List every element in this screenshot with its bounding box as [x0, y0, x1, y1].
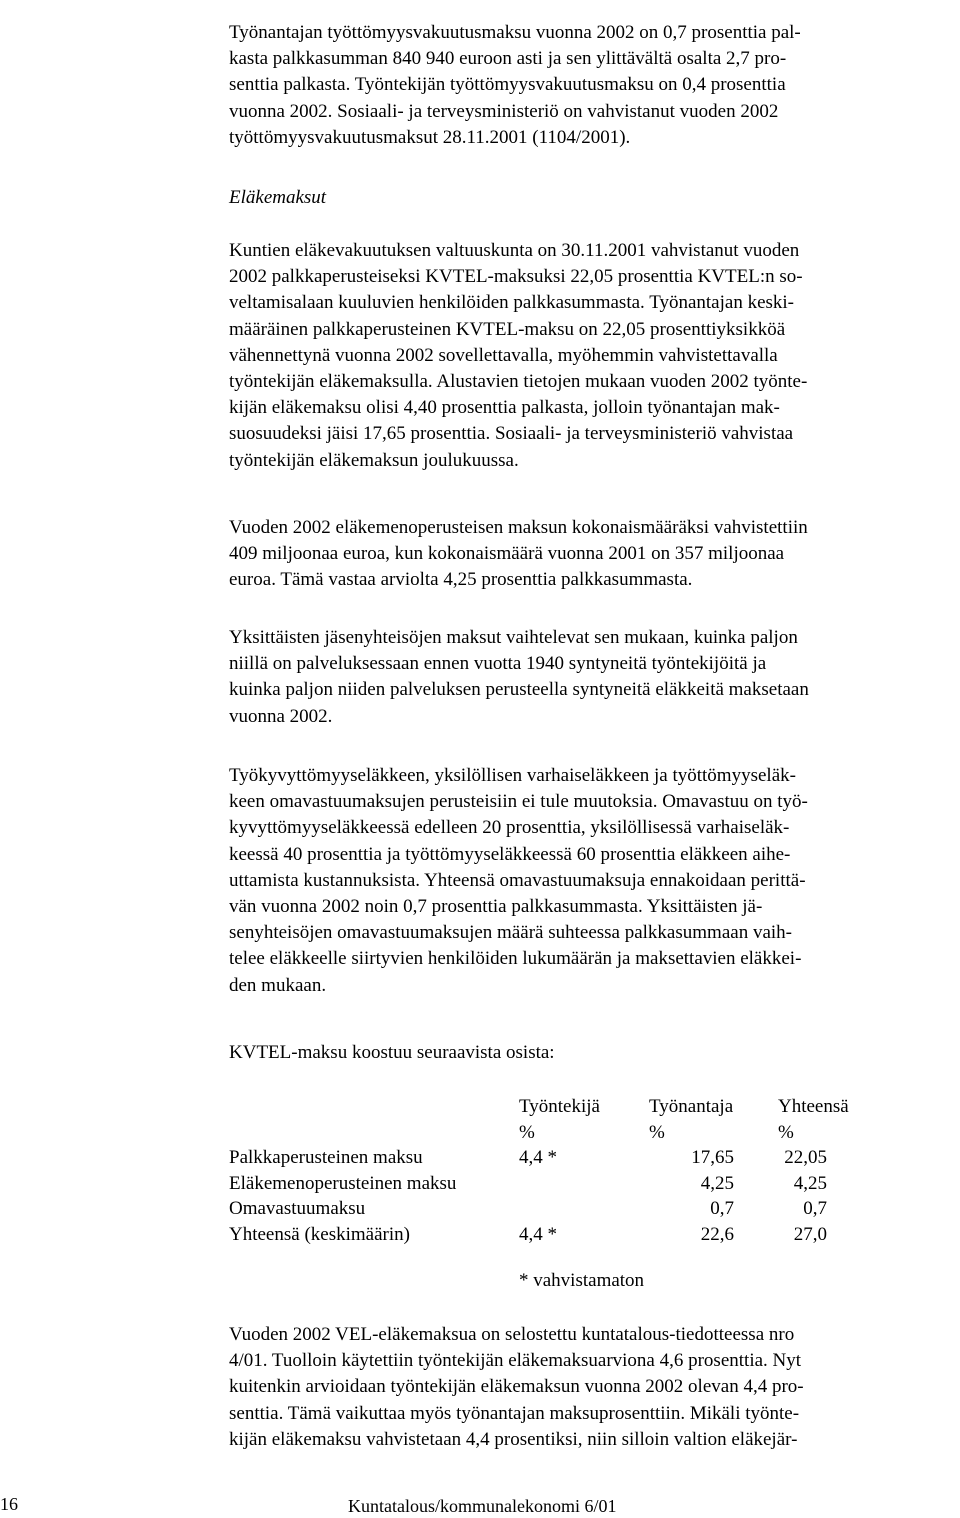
row-label: Eläkemenoperusteinen maksu: [229, 1172, 457, 1194]
text-line: Työkyvyttömyyseläkkeen, yksilöllisen varhaiseläkkeen ja työttömyyseläk-: [229, 765, 796, 786]
page-number: 16: [0, 1494, 18, 1514]
section-heading: Eläkemaksut: [229, 187, 327, 208]
cell-total: 0,7: [803, 1198, 827, 1219]
text-line: vän vuonna 2002 noin 0,7 prosenttia palkkasummasta. Yksittäisten jä-: [229, 896, 763, 918]
text-line: Vuoden 2002 eläkemenoperusteisen maksun kokonaismääräksi vahvistettiin: [229, 517, 808, 538]
paragraph-vel-fee: [229, 1322, 947, 1453]
text-line: 2002 palkkaperusteiseksi KVTEL-maksuksi 22,05 prosenttia KVTEL:n so-: [229, 266, 803, 288]
column-header-total: Yhteensä: [778, 1096, 849, 1117]
table-row: [229, 1145, 929, 1171]
text-line: Yksittäisten jäsenyhteisöjen maksut vaihtelevat sen mukaan, kuinka paljon: [229, 627, 798, 648]
table-header-row: [229, 1094, 929, 1120]
text-line: Työnantajan työttömyysvakuutusmaksu vuonna 2002 on 0,7 prosenttia pal-: [229, 22, 801, 43]
text-line: kijän eläkemaksu olisi 4,40 prosenttia palkasta, jolloin työnantajan mak-: [229, 397, 780, 419]
table-row: [229, 1196, 929, 1222]
cell-total: 22,05: [784, 1147, 827, 1168]
text-line: Vuoden 2002 VEL-eläkemaksua on selostettu kuntatalous-tiedotteessa nro: [229, 1324, 795, 1345]
row-label: Yhteensä (keskimäärin): [229, 1223, 410, 1245]
text-line: kuinka paljon niiden palveluksen perusteella syntyneitä eläkkeitä maksetaan: [229, 679, 809, 701]
text-line: vuonna 2002. Sosiaali- ja terveysministeriö on vahvistanut vuoden 2002: [229, 100, 779, 122]
paragraph-unemployment-insurance: [229, 20, 947, 151]
row-label: Omavastuumaksu: [229, 1198, 366, 1219]
text-line: senttia palkasta. Työntekijän työttömyysvakuutusmaksu on 0,4 prosenttia: [229, 74, 786, 96]
text-line: määräinen palkkaperusteinen KVTEL-maksu on 22,05 prosenttiyksikköä: [229, 318, 786, 340]
text-line: niillä on palveluksessaan ennen vuotta 1940 syntyneitä työntekijöitä ja: [229, 653, 767, 675]
table-unit-row: [229, 1120, 929, 1146]
paragraph-member-fees: [229, 625, 947, 730]
table-footnote: * vahvistamaton: [519, 1270, 645, 1291]
text-line: työntekijän eläkemaksun joulukuussa.: [229, 449, 519, 471]
publication-footer: Kuntatalous/kommunalekonomi 6/01: [348, 1496, 617, 1516]
paragraph-deductible-fees: [229, 763, 947, 999]
text-line: 4/01. Tuolloin käytettiin työntekijän eläkemaksuarviona 4,6 prosenttia. Nyt: [229, 1350, 802, 1372]
row-label: Palkkaperusteinen maksu: [229, 1147, 423, 1168]
text-line: keen omavastuumaksujen perusteisiin ei tule muutoksia. Omavastuu on työ-: [229, 791, 808, 813]
text-line: veltamisalaan kuuluvien henkilöiden palkkasummasta. Työnantajan keski-: [229, 292, 795, 314]
unit-total: %: [778, 1121, 794, 1143]
unit-employer: %: [649, 1121, 665, 1143]
text-line: 409 miljoonaa euroa, kun kokonaismäärä vuonna 2001 on 357 miljoonaa: [229, 543, 785, 565]
unit-employee: %: [519, 1121, 535, 1143]
text-line: senyhteisöjen omavastuumaksujen määrä suhteessa palkkasummaan vaih-: [229, 922, 792, 944]
text-line: työntekijän eläkemaksulla. Alustavien tietojen mukaan vuoden 2002 työnte-: [229, 371, 808, 393]
text-line: euroa. Tämä vastaa arviolta 4,25 prosenttia palkkasummasta.: [229, 569, 693, 591]
cell-employee: 4,4 *: [519, 1223, 557, 1245]
text-line: kijän eläkemaksu vahvistetaan 4,4 prosentiksi, niin silloin valtion eläkejär-: [229, 1428, 798, 1450]
cell-employee: 4,4 *: [519, 1147, 557, 1168]
text-line: telee eläkkeelle siirtyvien henkilöiden lukumäärän ja maksettavien eläkkei-: [229, 948, 802, 970]
table-row: [229, 1222, 929, 1248]
text-line: kyvyttömyyseläkkeessä edelleen 20 prosenttia, yksilöllisessä varhaiseläk-: [229, 817, 790, 839]
column-header-employer: Työnantaja: [649, 1096, 734, 1117]
text-line: senttia. Tämä vaikuttaa myös työnantajan maksuprosenttiin. Mikäli työnte-: [229, 1402, 800, 1424]
text-line: vuonna 2002.: [229, 705, 333, 727]
kvtel-fee-table: [229, 1094, 929, 1247]
text-line: vähennettynä vuonna 2002 sovellettavalla, myöhemmin vahvistettavalla: [229, 344, 778, 366]
paragraph-pension-fees: [229, 238, 947, 474]
cell-employer: 4,25: [700, 1172, 734, 1194]
paragraph-expenditure-fee: [229, 515, 947, 594]
table-row: [229, 1171, 929, 1197]
cell-total: 4,25: [793, 1172, 827, 1194]
cell-employer: 17,65: [691, 1147, 734, 1168]
text-line: KVTEL-maksu koostuu seuraavista osista:: [229, 1042, 555, 1063]
text-line: kasta palkkasumman 840 940 euroon asti ja sen ylittävältä osalta 2,7 pro-: [229, 48, 787, 70]
text-line: den mukaan.: [229, 974, 327, 996]
paragraph-table-intro: [229, 1040, 947, 1066]
text-line: työttömyysvakuutusmaksut 28.11.2001 (1104/2001).: [229, 126, 631, 148]
cell-employer: 22,6: [700, 1223, 734, 1245]
text-line: uttamista kustannuksista. Yhteensä omavastuumaksuja ennakoidaan perittä-: [229, 869, 806, 891]
column-header-employee: Työntekijä: [519, 1096, 600, 1117]
text-line: Kuntien eläkevakuutuksen valtuuskunta on 30.11.2001 vahvistanut vuoden: [229, 240, 800, 261]
text-line: suosuudeksi jäisi 17,65 prosenttia. Sosiaali- ja terveysministeriö vahvistaa: [229, 423, 794, 445]
cell-total: 27,0: [793, 1223, 827, 1245]
text-line: keessä 40 prosenttia ja työttömyyseläkkeessä 60 prosenttia eläkkeen aihe-: [229, 843, 791, 865]
text-line: kuitenkin arvioidaan työntekijän eläkemaksun vuonna 2002 olevan 4,4 pro-: [229, 1376, 804, 1398]
cell-employer: 0,7: [710, 1198, 734, 1219]
